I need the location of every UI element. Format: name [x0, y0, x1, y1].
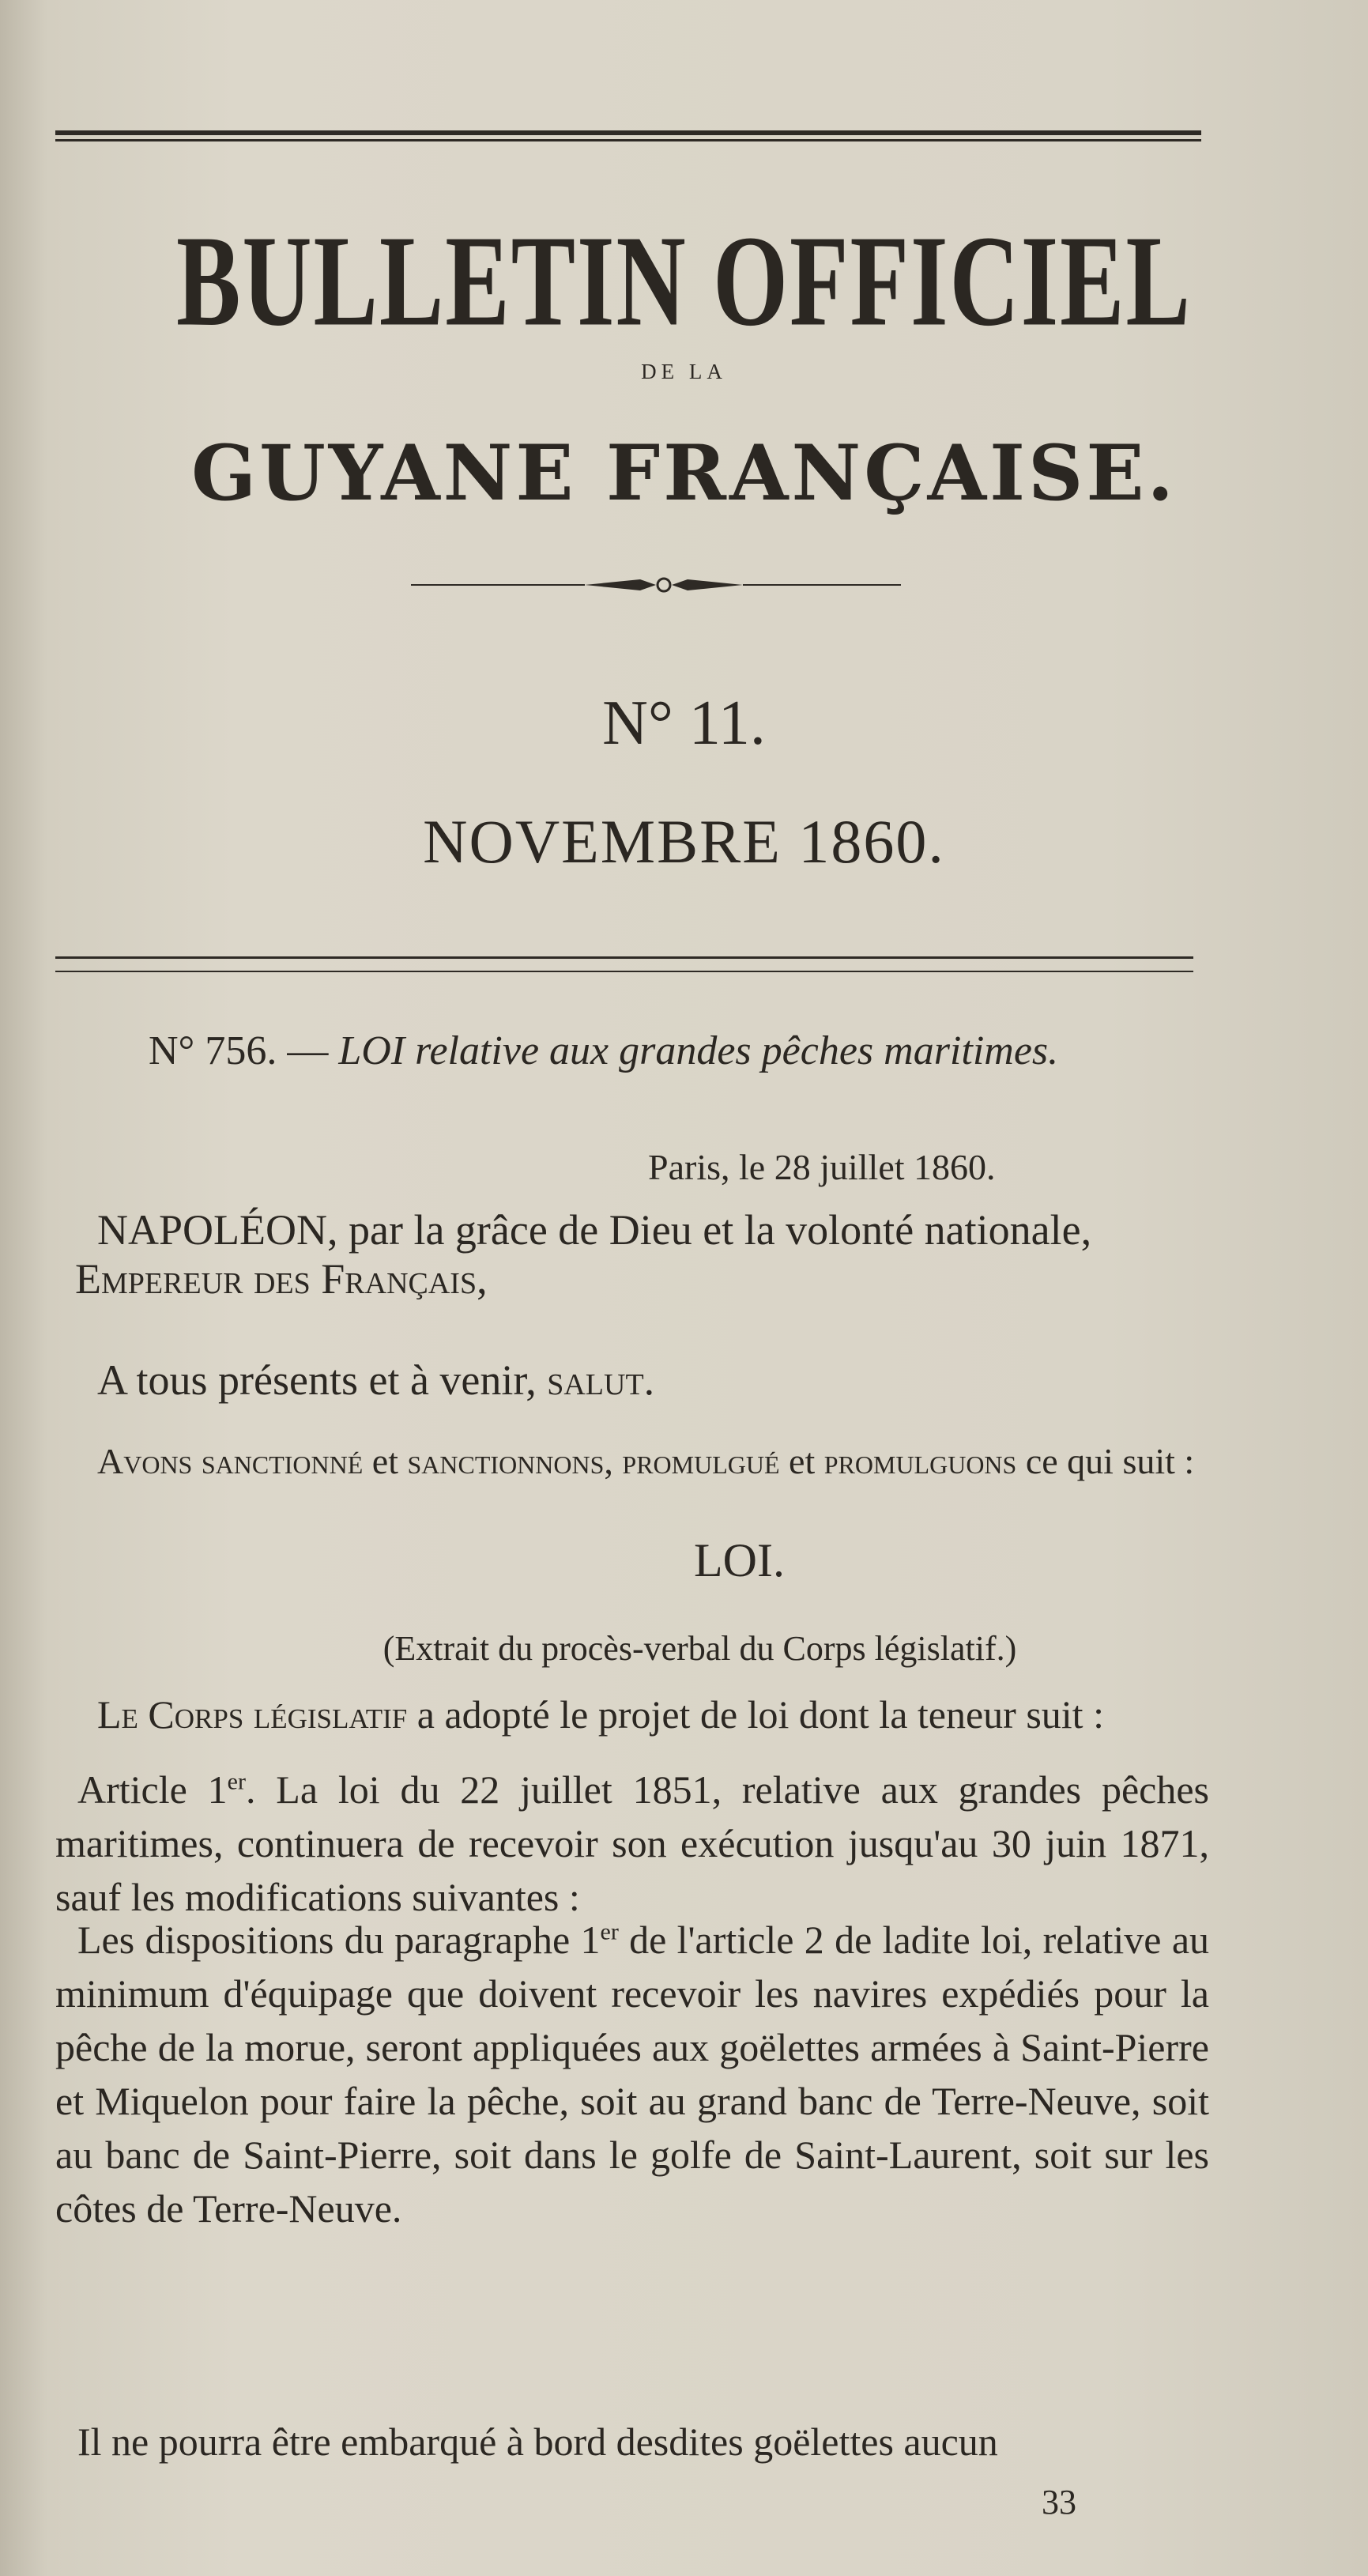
- napoleon-name: NAPOLÉON: [97, 1206, 327, 1254]
- corps-legislatif-paragraph: [75, 1692, 1221, 1737]
- preamble-napoleon: [75, 1205, 1213, 1303]
- dispositions-b: de l'article 2 de ladite loi, relative au minimum d'équipage que doivent recevoir les navires expédiés pour la pêche de la morue, seront appliquées aux goëlettes armées à Saint-Pierre et Miquelon pour faire la pêche, soit au grand banc de Terre-Neuve, soit au banc de Saint-Pierre, soit dans le golfe de Saint-Laurent, soit sur les côtes de Terre-Neuve.: [55, 1918, 1210, 2231]
- article-1-paragraph: [55, 1763, 1209, 1924]
- avons-ce-qui-suit: ce qui suit :: [1016, 1441, 1195, 1481]
- ornament-divider-icon: [403, 573, 909, 597]
- salut-word: salut: [547, 1356, 644, 1404]
- avons-comma: ,: [604, 1441, 623, 1481]
- article-text: . La loi du 22 juillet 1851, relative aux grandes pêches maritimes, continuera de recevoir son exécution jusqu'au 30 juin 1871, sauf les modifications suivantes :: [55, 1767, 1209, 1919]
- extrait-note: (Extrait du procès-verbal du Corps législatif.): [383, 1629, 1017, 1668]
- bulletin-title: BULLETIN OFFICIEL: [176, 209, 1192, 353]
- section-rule-2: [55, 971, 1193, 972]
- napoleon-rest: , par la grâce de Dieu et la volonté nationale,: [327, 1206, 1092, 1254]
- dateline: Paris, le 28 juillet 1860.: [648, 1147, 996, 1187]
- avons-word: Avons sanctionné: [97, 1441, 364, 1481]
- corps-legislatif: Le Corps législatif: [97, 1692, 408, 1737]
- dispositions-paragraph: [55, 1913, 1209, 2235]
- article-sup: er: [227, 1768, 246, 1795]
- law-heading: [149, 1028, 1058, 1074]
- continuation-paragraph: Il ne pourra être embarqué à bord desdites goëlettes aucun: [77, 2419, 998, 2464]
- avons-promulgue: promulgué: [622, 1441, 780, 1481]
- issue-number: N° 11.: [602, 688, 766, 758]
- dispositions-a: Les dispositions du paragraphe 1: [77, 1918, 601, 1962]
- region-title: GUYANE FRANÇAISE.: [191, 428, 1177, 518]
- page-number: 33: [1042, 2483, 1076, 2521]
- salut-end: .: [643, 1356, 655, 1404]
- emperor-comma: ,: [477, 1255, 488, 1303]
- law-number: N° 756. —: [149, 1028, 329, 1073]
- section-rule-1: [55, 956, 1193, 959]
- bulletin-subtitle: DE LA: [641, 360, 727, 383]
- avons-et2: et: [779, 1441, 824, 1481]
- avons-sanctionnons: sanctionnons: [407, 1441, 605, 1481]
- article-label: Article 1: [77, 1767, 228, 1812]
- preamble-avons: [75, 1439, 1221, 1484]
- law-title: LOI relative aux grandes pêches maritimes.: [338, 1028, 1059, 1073]
- top-rule-thin: [55, 139, 1201, 141]
- emperor-title: Empereur des Français: [75, 1255, 477, 1303]
- avons-promulguons: promulguons: [823, 1441, 1017, 1481]
- dispositions-sup: er: [600, 1918, 619, 1945]
- issue-date: NOVEMBRE 1860.: [423, 807, 945, 876]
- top-rule-thick: [55, 130, 1201, 135]
- corps-rest: a adopté le projet de loi dont la teneur suit :: [407, 1692, 1104, 1737]
- loi-label: LOI.: [694, 1534, 785, 1586]
- salut-lead: A tous présents et à venir,: [97, 1356, 548, 1404]
- preamble-salut: [75, 1356, 654, 1405]
- avons-et1: et: [363, 1441, 408, 1481]
